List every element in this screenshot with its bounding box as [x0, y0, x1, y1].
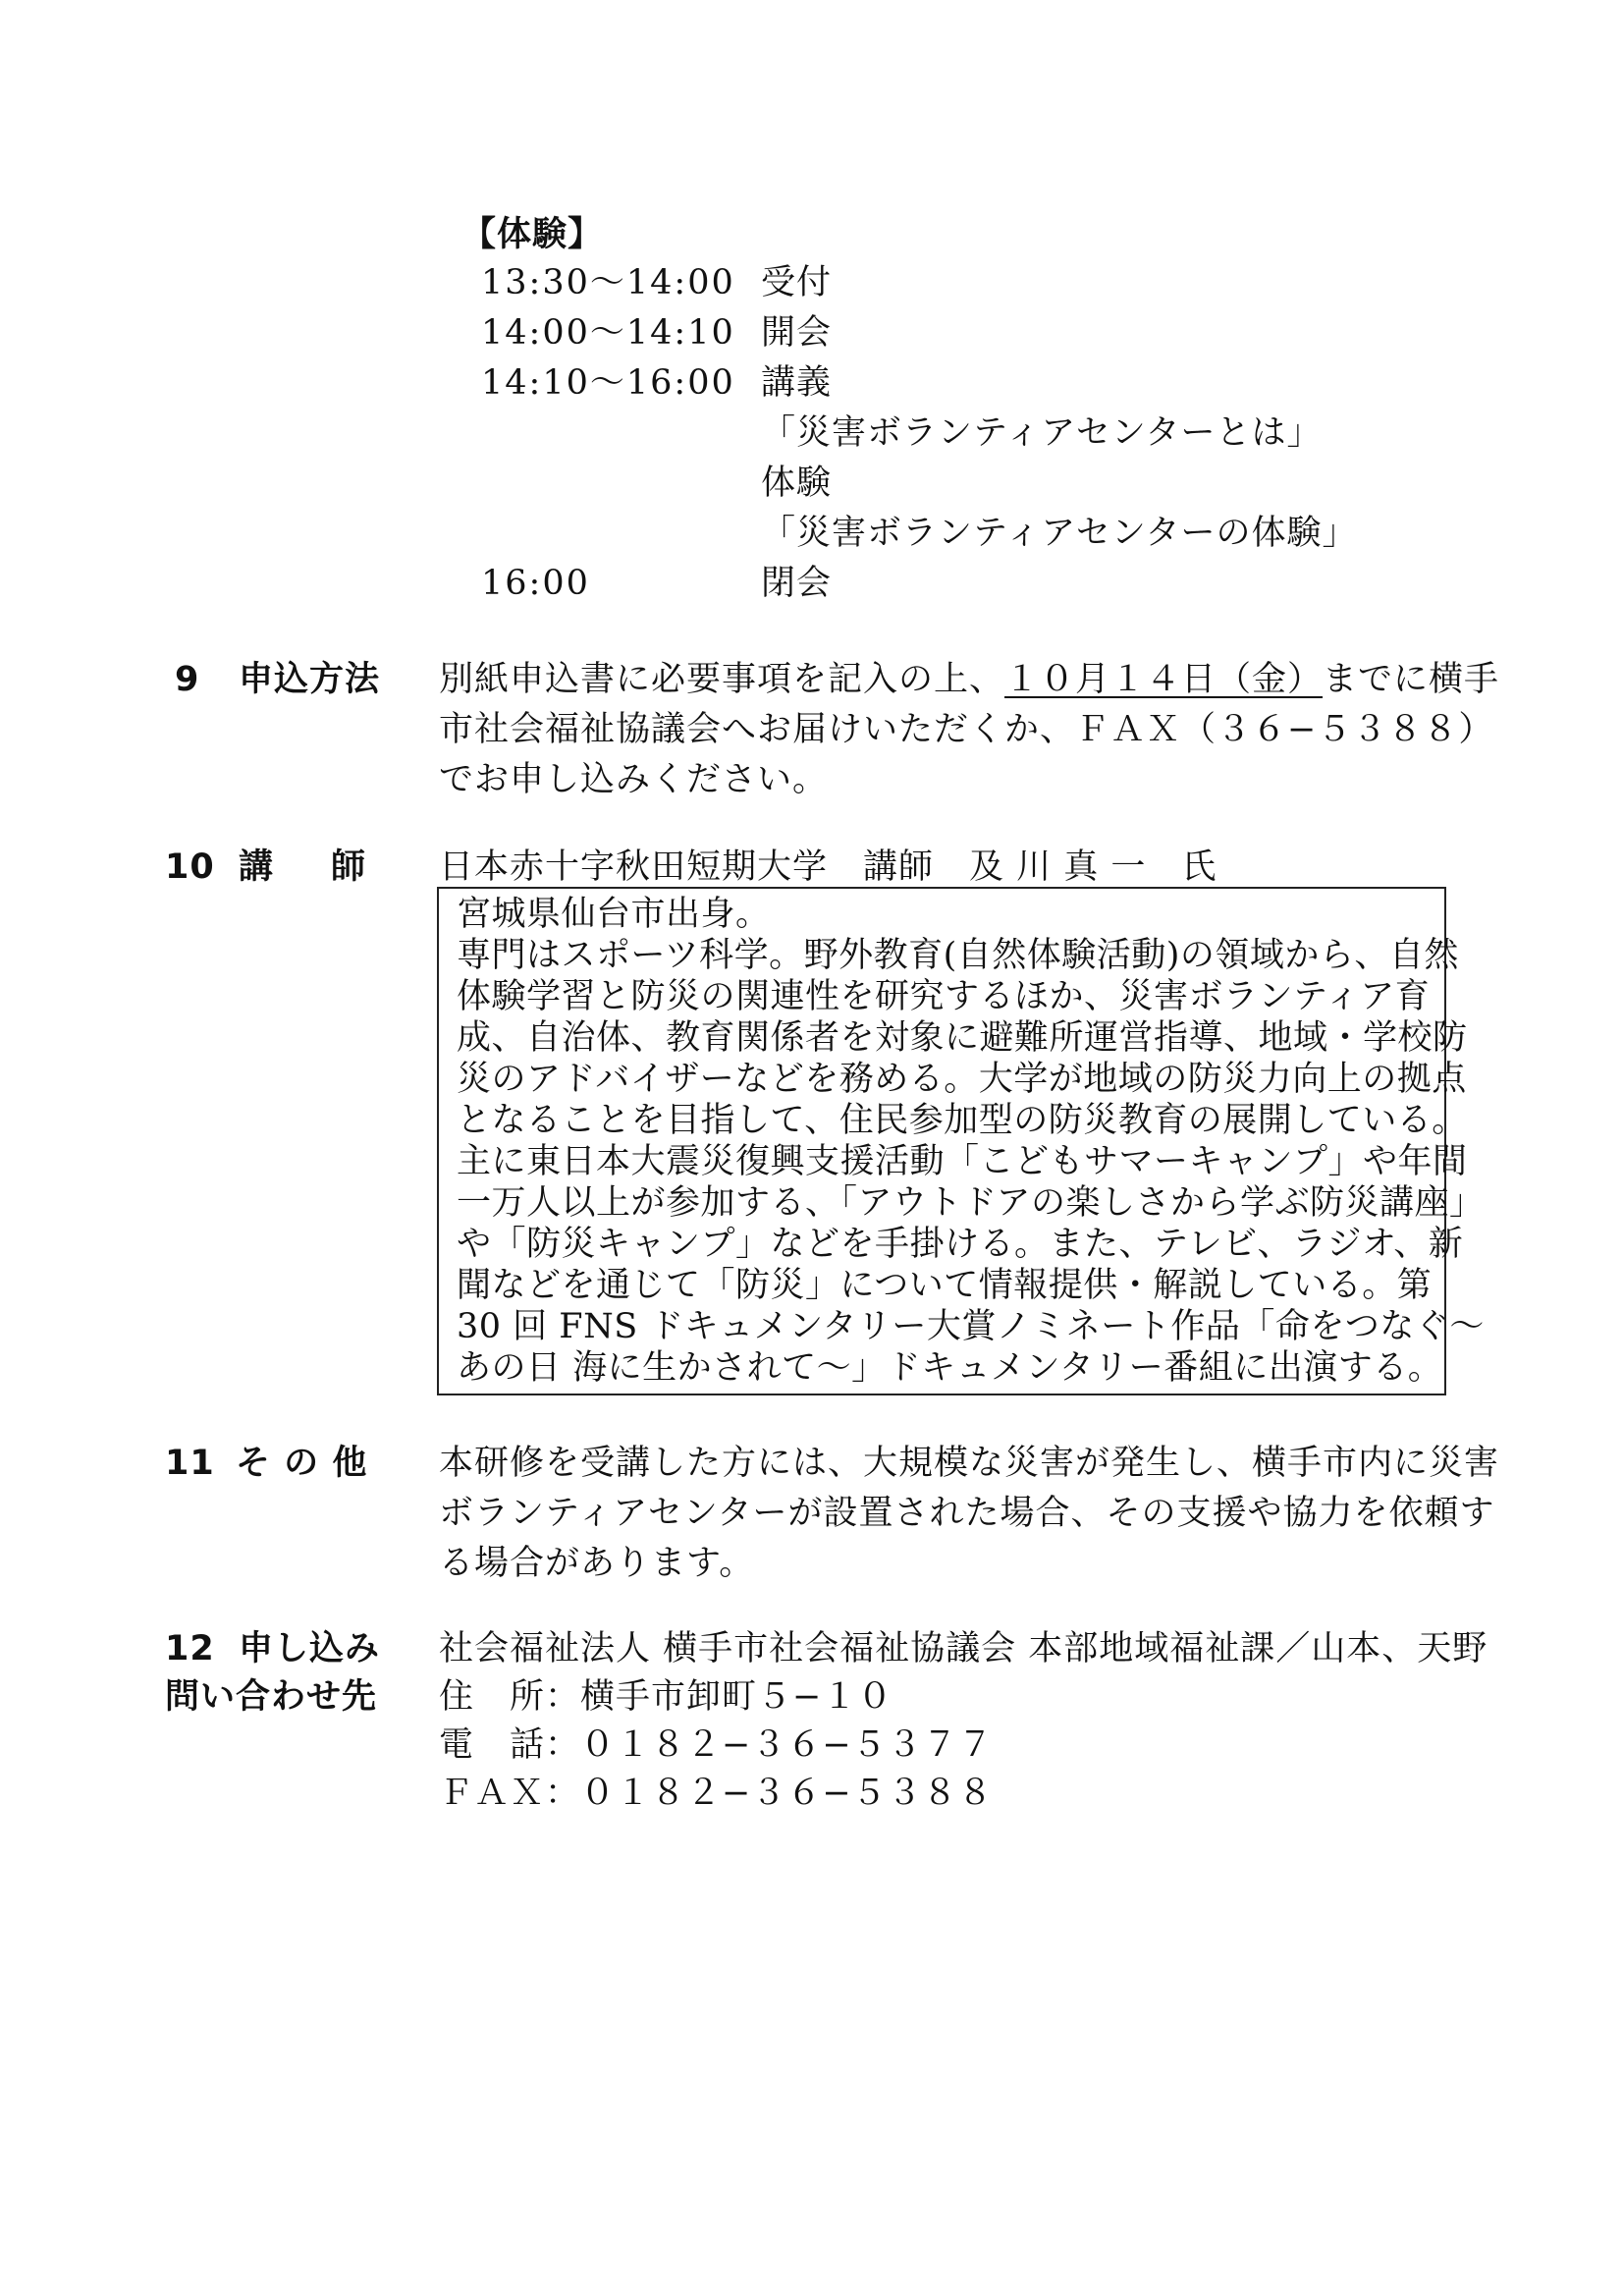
profile-line: 主に東日本大震災復興支援活動「こどもサマーキャンプ」や年間: [457, 1142, 1468, 1181]
section11-line: る場合があります。: [439, 1544, 755, 1583]
section-number: 12: [165, 1629, 215, 1668]
profile-line: あの日 海に生かされて〜」ドキュメンタリー番組に出演する。: [457, 1348, 1443, 1388]
section11-line: ボランティアセンターが設置された場合、その支援や協力を依頼す: [439, 1494, 1495, 1533]
section-title: 申し込み: [239, 1629, 381, 1668]
contact-fax: ＦＡＸ：０１８２−３６−５３８８: [439, 1774, 994, 1813]
lecturer-name: 日本赤十字秋田短期大学 講師 及 川 真 一 氏: [439, 847, 1217, 887]
schedule-item: 「災害ボランティアセンターの体験」: [761, 514, 1358, 553]
profile-line: 災のアドバイザーなどを務める。大学が地域の防災力向上の拠点: [457, 1060, 1467, 1099]
section9-line1: [439, 655, 1499, 704]
lecturer-profile-box: [437, 887, 1485, 1395]
contact-organization: 社会福祉法人 横手市社会福祉協議会 本部地域福祉課／山本、天野: [439, 1629, 1488, 1668]
schedule-time: 14:10〜16:00: [481, 363, 735, 403]
section11-line: 本研修を受講した方には、大規模な災害が発生し、横手市内に災害: [439, 1444, 1500, 1483]
section-number: 11: [165, 1444, 215, 1483]
schedule-time: 14:00〜14:10: [481, 313, 735, 353]
schedule-item: 受付: [761, 263, 833, 302]
section9-line3: でお申し込みください。: [439, 760, 829, 799]
section9-line2: 市社会福祉協議会へお届けいただくか、ＦＡＸ（３６−５３８８）: [439, 710, 1494, 749]
section-title: 講 師: [239, 847, 378, 887]
schedule-item: 「災害ボランティアセンターとは」: [761, 413, 1323, 453]
profile-line: 一万人以上が参加する、「アウトドアの楽しさから学ぶ防災講座」: [457, 1183, 1485, 1223]
section-title: 問い合わせ先: [165, 1677, 378, 1717]
contact-address: 住 所：横手市卸町５−１０: [439, 1677, 893, 1717]
section-title: 申込方法: [239, 660, 381, 699]
section-title: そ の 他: [236, 1444, 368, 1483]
section9-text: 別紙申込書に必要事項を記入の上、: [439, 660, 1005, 699]
section-number: 9: [175, 660, 200, 699]
profile-line: 聞などを通じて「防災」について情報提供・解説している。第: [457, 1266, 1433, 1305]
schedule-time: 13:30〜14:00: [481, 263, 735, 302]
contact-phone: 電 話：０１８２−３６−５３７７: [439, 1725, 994, 1765]
deadline-date: １０月１４日（金）: [1004, 660, 1324, 699]
profile-line: 体験学習と防災の関連性を研究するほか、災害ボランティア育: [457, 977, 1431, 1016]
schedule-item: 開会: [761, 313, 833, 353]
profile-line: や「防災キャンプ」などを手掛ける。また、テレビ、ラジオ、新: [457, 1225, 1464, 1264]
profile-line: 専門はスポーツ科学。野外教育(自然体験活動)の領域から、自然: [457, 936, 1459, 975]
profile-line: 宮城県仙台市出身。: [457, 895, 771, 934]
section9-text: までに横手: [1323, 660, 1500, 699]
profile-line: となることを目指して、住民参加型の防災教育の展開している。: [457, 1101, 1467, 1140]
schedule-item: 講義: [761, 363, 833, 403]
schedule-time: 16:00: [481, 564, 590, 603]
schedule-item: 閉会: [761, 564, 833, 603]
profile-line: 30 回 FNS ドキュメンタリー大賞ノミネート作品「命をつなぐ〜: [457, 1307, 1485, 1346]
profile-line: 成、自治体、教育関係者を対象に避難所運営指導、地域・学校防: [457, 1018, 1468, 1058]
schedule-item: 体験: [761, 464, 833, 503]
section-number: 10: [165, 847, 215, 887]
schedule-heading: 【体験】: [461, 215, 604, 254]
